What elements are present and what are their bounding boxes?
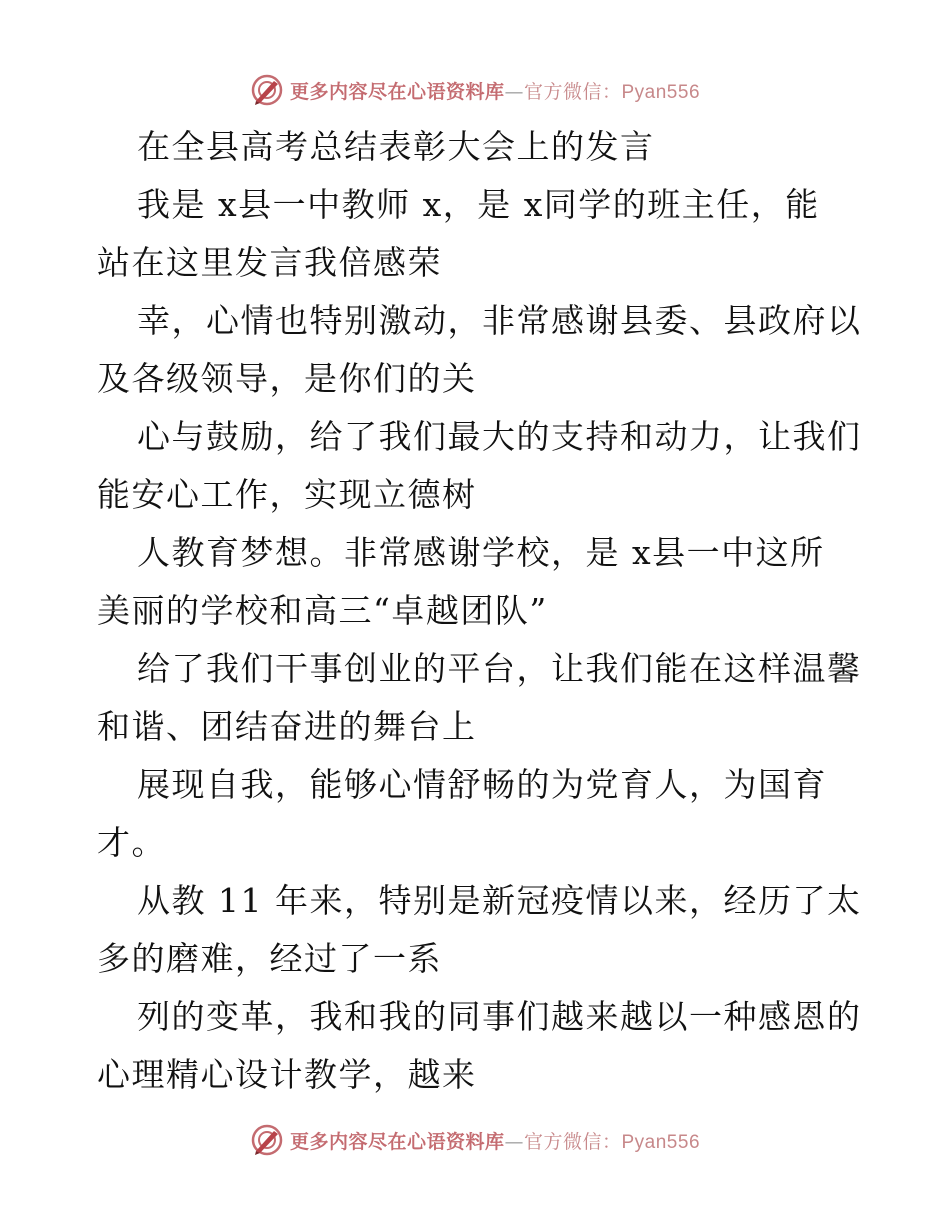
watermark-separator: — — [504, 1130, 524, 1153]
watermark-group — [250, 73, 700, 107]
watermark-account: Pyan556 — [621, 1131, 701, 1153]
watermark-label: 官方微信： — [523, 1130, 622, 1153]
text-line: 给了我们干事创业的平台，让我们能在这样温馨 — [137, 649, 862, 688]
header-watermark — [0, 72, 950, 108]
text-line: 幸，心情也特别激动，非常感谢县委、县政府以 — [137, 301, 862, 340]
text-line: 站在这里发言我倍感荣 — [97, 243, 442, 282]
watermark-label: 官方微信： — [523, 80, 622, 103]
text-line: 在全县高考总结表彰大会上的发言 — [137, 127, 655, 166]
text-line: 列的变革，我和我的同事们越来越以一种感恩的 — [137, 997, 862, 1036]
text-line: 多的磨难，经过了一系 — [97, 939, 442, 978]
watermark-account: Pyan556 — [621, 81, 701, 103]
text-line: 才。 — [97, 823, 166, 862]
watermark-text — [290, 1127, 700, 1154]
text-line: 及各级领导，是你们的关 — [97, 359, 477, 398]
footer-watermark — [0, 1122, 950, 1158]
text-line: 人教育梦想。非常感谢学校，是 x县一中这所 — [137, 533, 825, 572]
watermark-brand: 更多内容尽在心语资料库 — [289, 80, 505, 103]
text-line: 心与鼓励，给了我们最大的支持和动力，让我们 — [137, 417, 862, 456]
watermark-separator: — — [504, 80, 524, 103]
pen-logo-icon — [250, 73, 284, 107]
watermark-text — [290, 77, 700, 104]
text-line: 从教 11 年来，特别是新冠疫情以来，经历了太 — [137, 881, 862, 920]
text-line: 能安心工作，实现立德树 — [97, 475, 477, 514]
watermark-group — [250, 1123, 700, 1157]
text-line: 和谐、团结奋进的舞台上 — [97, 707, 477, 746]
pen-logo-icon — [250, 1123, 284, 1157]
text-line: 我是 x县一中教师 x，是 x同学的班主任，能 — [137, 185, 820, 224]
watermark-brand: 更多内容尽在心语资料库 — [289, 1130, 505, 1153]
text-line: 心理精心设计教学，越来 — [97, 1055, 477, 1094]
text-line: 美丽的学校和高三“卓越团队” — [97, 591, 548, 630]
text-line: 展现自我，能够心情舒畅的为党育人，为国育 — [137, 765, 827, 804]
document-body — [97, 118, 862, 1104]
